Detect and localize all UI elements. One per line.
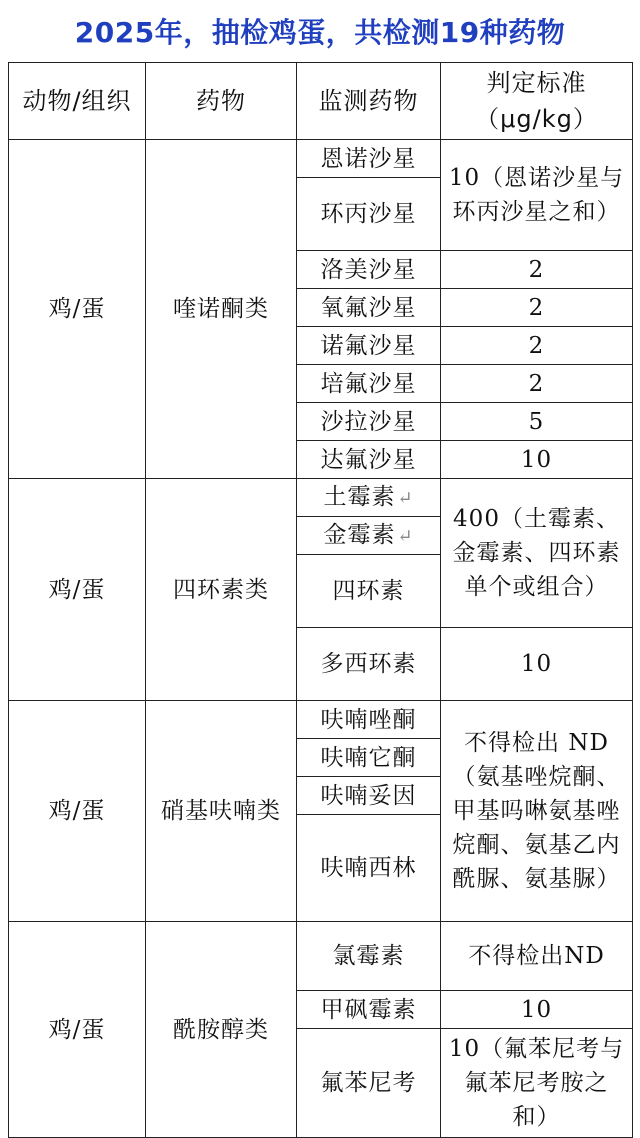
drug-name-cell: 呋喃它酮	[297, 739, 441, 777]
table-header-row	[9, 63, 633, 140]
drug-name-cell: 洛美沙星	[297, 251, 441, 289]
standard-cell: 2	[441, 327, 633, 365]
drug-name-cell: 氧氟沙星	[297, 289, 441, 327]
header-monitored-drug: 监测药物	[297, 63, 441, 140]
drug-name-cell: 甲砜霉素	[297, 991, 441, 1029]
drug-name-cell: 氯霉素	[297, 922, 441, 991]
standard-cell: 10（氟苯尼考与氟苯尼考胺之和）	[441, 1029, 633, 1138]
drug-name-cell: 沙拉沙星	[297, 403, 441, 441]
animal-cell: 鸡/蛋	[9, 701, 146, 922]
drug-class-cell: 四环素类	[146, 479, 297, 701]
drug-standards-table	[8, 62, 633, 1138]
drug-name-cell: 达氟沙星	[297, 441, 441, 479]
drug-name-cell: 诺氟沙星	[297, 327, 441, 365]
header-animal-tissue: 动物/组织	[9, 63, 146, 140]
drug-name-cell	[297, 479, 441, 517]
standard-cell: 10	[441, 441, 633, 479]
return-mark-icon: ↵	[397, 525, 414, 547]
table-row	[9, 479, 633, 517]
drug-name-cell: 培氟沙星	[297, 365, 441, 403]
drug-name-cell: 呋喃妥因	[297, 777, 441, 815]
standard-cell: 不得检出ND	[441, 922, 633, 991]
drug-class-cell: 喹诺酮类	[146, 140, 297, 479]
animal-cell: 鸡/蛋	[9, 922, 146, 1138]
standard-cell: 2	[441, 365, 633, 403]
standard-cell: 400（土霉素、金霉素、四环素单个或组合）	[441, 479, 633, 628]
table-row	[9, 140, 633, 178]
drug-name-cell: 环丙沙星	[297, 178, 441, 251]
drug-name-text: 金霉素	[323, 521, 396, 548]
drug-class-cell: 硝基呋喃类	[146, 701, 297, 922]
standard-cell: 2	[441, 289, 633, 327]
drug-name-cell: 多西环素	[297, 628, 441, 701]
return-mark-icon: ↵	[397, 487, 414, 509]
standard-cell: 2	[441, 251, 633, 289]
standard-cell: 10	[441, 628, 633, 701]
page-title: 2025年，抽检鸡蛋，共检测19种药物	[74, 16, 566, 49]
drug-name-cell: 呋喃唑酮	[297, 701, 441, 739]
drug-name-text: 土霉素	[323, 483, 396, 510]
standard-cell: 5	[441, 403, 633, 441]
header-standard	[441, 63, 633, 140]
table-row	[9, 922, 633, 991]
animal-cell: 鸡/蛋	[9, 140, 146, 479]
drug-name-cell: 四环素	[297, 555, 441, 628]
header-drug: 药物	[146, 63, 297, 140]
drug-name-cell: 呋喃西林	[297, 815, 441, 922]
drug-name-cell	[297, 517, 441, 555]
header-standard-unit: （μg/kg）	[475, 105, 598, 133]
header-standard-label: 判定标准	[486, 69, 587, 97]
drug-name-cell: 氟苯尼考	[297, 1029, 441, 1138]
table-row	[9, 701, 633, 739]
drug-name-cell: 恩诺沙星	[297, 140, 441, 178]
animal-cell: 鸡/蛋	[9, 479, 146, 701]
standard-cell: 10	[441, 991, 633, 1029]
standard-cell: 10（恩诺沙星与环丙沙星之和）	[441, 140, 633, 251]
standard-cell: 不得检出 ND（氨基唑烷酮、甲基吗啉氨基唑烷酮、氨基乙内酰脲、氨基脲）	[441, 701, 633, 922]
drug-class-cell: 酰胺醇类	[146, 922, 297, 1138]
